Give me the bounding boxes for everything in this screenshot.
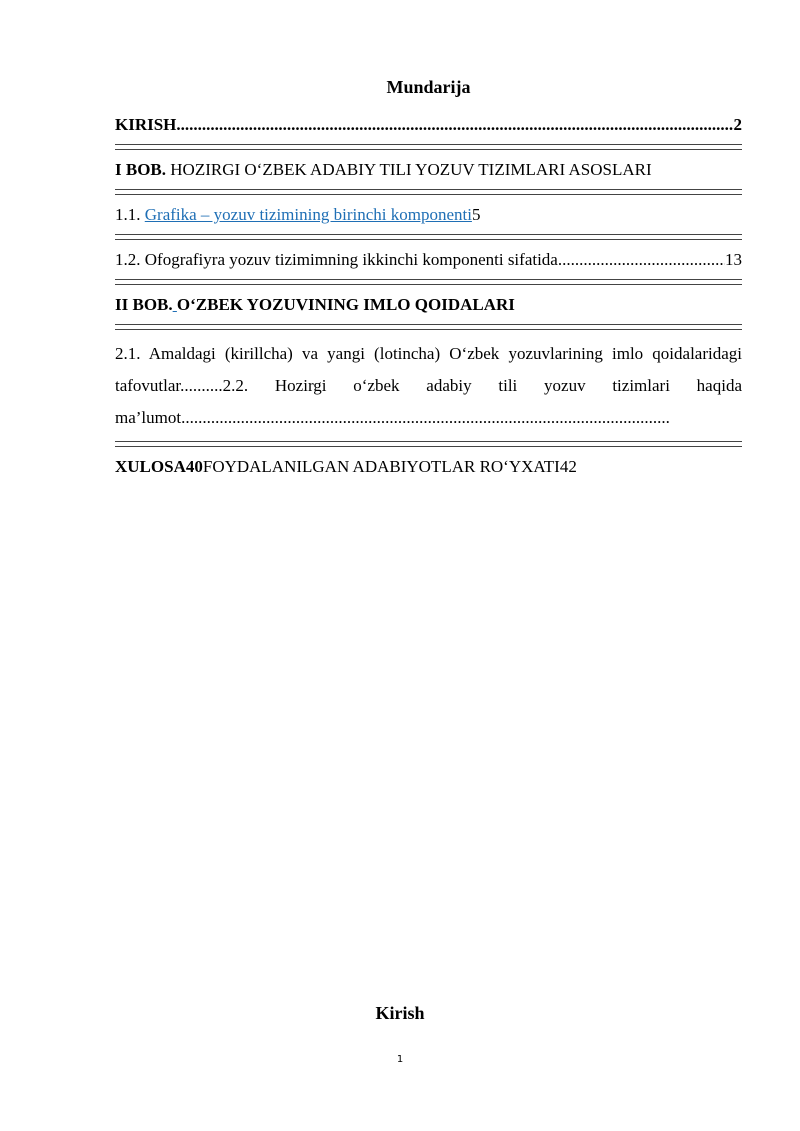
- references-label: FOYDALANILGAN ADABIYOTLAR RO‘YXATI42: [202, 457, 577, 476]
- toc-entry-chapter-1[interactable]: [115, 158, 742, 182]
- dot-leader: [558, 248, 725, 272]
- toc-entry-xulosa[interactable]: [115, 455, 742, 479]
- toc-entry-label: KIRISH: [115, 115, 177, 134]
- section-link[interactable]: Grafika – yozuv tizimining birinchi komponenti: [144, 205, 472, 224]
- chapter-prefix: I BOB.: [115, 160, 167, 179]
- next-section-heading: Kirish: [375, 1003, 425, 1023]
- chapter-title: O‘ZBEK YOZUVINING IMLO QOIDALARI: [176, 295, 515, 314]
- section-number: 1.1.: [115, 205, 145, 224]
- double-rule: [115, 441, 742, 447]
- toc-page-number: 2: [733, 115, 742, 134]
- dot-leader: [176, 113, 733, 137]
- double-rule: [115, 189, 742, 195]
- double-rule: [115, 279, 742, 285]
- section-title: 2.1. Amaldagi (kirillcha) va yangi (lotincha) O‘zbek yozuvlarining imlo qoidalaridagi tafovutlar..........2.2. Hozirgi o‘zbek adabiy tili yozuv tizimlari haqida ma’lumot...................................................................................................................: [115, 344, 742, 427]
- page-number: 1: [396, 1054, 404, 1065]
- conclusion-label: XULOSA40: [115, 457, 203, 476]
- double-rule: [115, 144, 742, 150]
- section-title: 1.2. Ofografiyra yozuv tizimimning ikkinchi komponenti sifatida: [115, 250, 558, 269]
- toc-entry-chapter-2[interactable]: [115, 293, 742, 317]
- toc-page-number: 13: [725, 250, 742, 269]
- toc-entry-section-1-1[interactable]: [115, 203, 742, 227]
- double-rule: [115, 234, 742, 240]
- toc-entry-section-2-1[interactable]: [115, 338, 742, 434]
- chapter-prefix: II BOB.: [115, 295, 173, 314]
- toc-title: Mundarija: [386, 77, 471, 97]
- double-rule: [115, 324, 742, 330]
- toc-page-number: 5: [471, 205, 481, 224]
- table-of-contents: [115, 75, 742, 479]
- chapter-title: HOZIRGI O‘ZBEK ADABIY TILI YOZUV TIZIMLARI ASOSLARI: [166, 160, 652, 179]
- toc-entry-section-1-2[interactable]: [115, 248, 742, 272]
- toc-entry-kirish[interactable]: [115, 113, 742, 137]
